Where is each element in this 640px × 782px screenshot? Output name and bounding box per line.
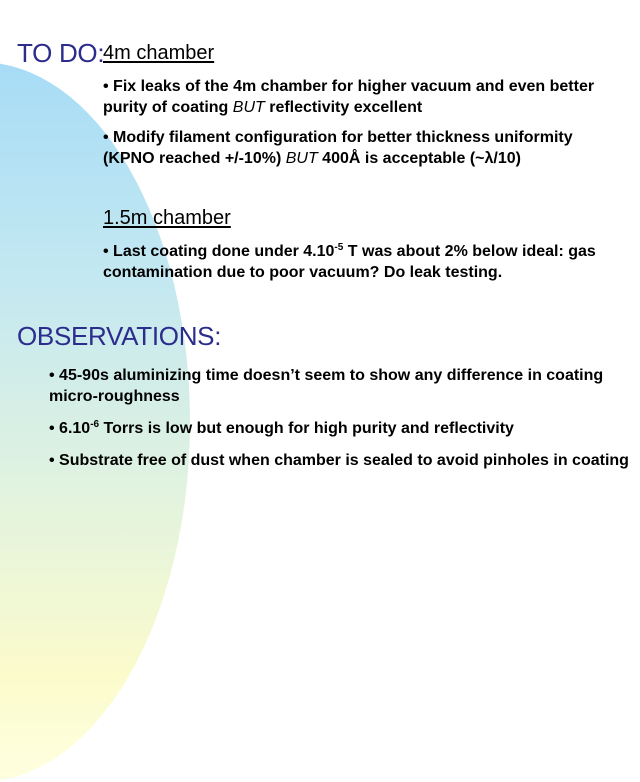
chamber-15m-title: 1.5m chamber <box>103 207 231 229</box>
observation-bullet-2 <box>49 418 629 439</box>
observation-bullet-3 <box>49 450 629 471</box>
todo-15m-bullet-1 <box>103 241 633 283</box>
bullet-text: • Modify filament configuration for better thickness uniformity (KPNO reached +/-10%) <box>103 129 573 167</box>
bullet-emphasis: BUT <box>232 99 265 116</box>
bullet-text: • Substrate free of dust when chamber is sealed to avoid pinholes in coating <box>49 452 629 469</box>
bullet-text: reflectivity excellent <box>264 99 423 116</box>
bullet-text: 400Å is acceptable (~ <box>317 150 485 167</box>
observation-bullet-1 <box>49 365 629 407</box>
todo-4m-bullet-2 <box>103 127 623 169</box>
bullet-text: T was about 2% below ideal: gas contamination due to poor vacuum? Do leak testing. <box>103 243 596 281</box>
bullet-text: Torrs is low but enough for high purity and reflectivity <box>99 420 514 437</box>
todo-4m-bullet-1 <box>103 76 623 118</box>
bullet-text: /10) <box>493 150 521 167</box>
exponent: -5 <box>334 242 344 253</box>
lambda-symbol: λ <box>484 150 494 167</box>
bullet-text: • Fix leaks of the 4m chamber for higher vacuum and even better purity of coating <box>103 78 595 116</box>
bullet-emphasis: BUT <box>285 150 318 167</box>
bullet-text: • 6.10 <box>49 420 91 437</box>
bullet-text: • Last coating done under 4.10 <box>103 243 335 260</box>
bullet-text: • 45-90s aluminizing time doesn’t seem to show any difference in coating micro-roughness <box>49 367 604 405</box>
chamber-4m-title: 4m chamber <box>103 42 215 64</box>
observations-heading: OBSERVATIONS: <box>17 321 222 351</box>
todo-heading: TO DO: <box>17 38 105 68</box>
exponent: -6 <box>90 419 100 430</box>
